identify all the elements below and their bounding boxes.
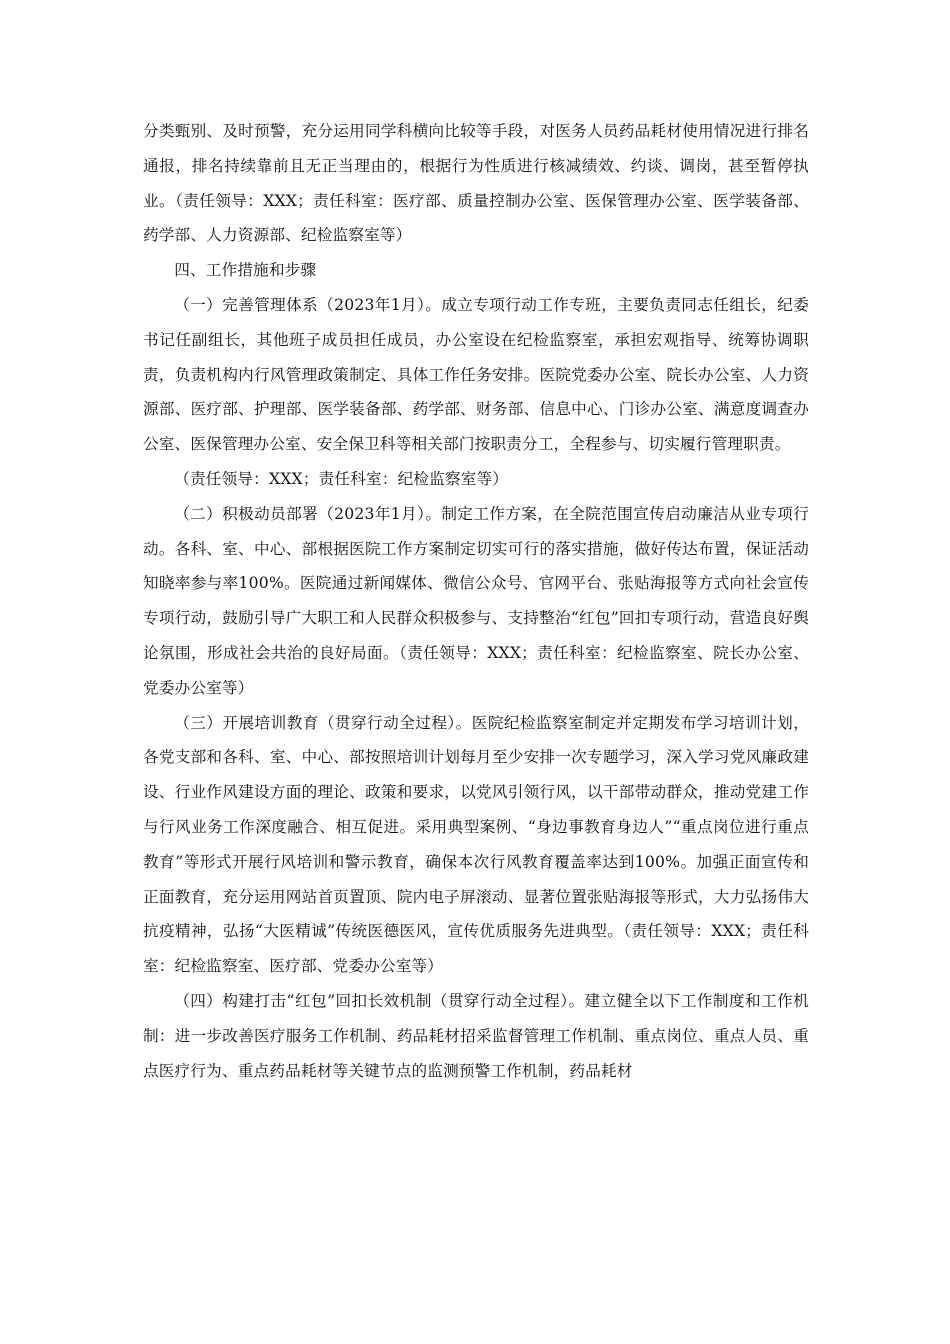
paragraph-3: （二）积极动员部署（2023年1月）。制定工作方案，在全院范围宣传启动廉洁从业专项行动。各科、室、中心、部根据医院工作方案制定切实可行的落实措施，做好传达布置，保证活动知晓率参与率100%。医院通过新闻媒体、微信公众号、官网平台、张贴海报等方式向社会宣传专项行动，鼓励引导广大职工和人民群众积极参与、支持整治“红包”回扣专项行动，营造良好舆论氛围，形成社会共治的良好局面。（责任领导：XXX；责任科室：纪检监察室、院长办公室、党委办公室等） [143,504,809,697]
section-heading-4: 四、工作措施和步骤 [174,261,317,280]
paragraph-5: （四）构建打击“红包”回扣长效机制（贯穿行动全过程）。建立健全以下工作制度和工作机制：进一步改善医疗服务工作机制、药品耗材招采监督管理工作机制、重点岗位、重点人员、重点医疗行为、重点药品耗材等关键节点的监测预警工作机制，药品耗材 [143,991,809,1080]
paragraph-1: （一）完善管理体系（2023年1月）。成立专项行动工作专班，主要负责同志任组长，纪委书记任副组长，其他班子成员担任成员，办公室设在纪检监察室，承担宏观指导、统筹协调职责，负责机构内行风管理政策制定、具体工作任务安排。医院党委办公室、院长办公室、人力资源部、医疗部、护理部、医学装备部、药学部、财务部、信息中心、门诊办公室、满意度调查办公室、医保管理办公室、安全保卫科等相关部门按职责分工，全程参与、切实履行管理职责。 [143,295,809,454]
document-page [143,114,809,1088]
paragraph-4: （三）开展培训教育（贯穿行动全过程）。医院纪检监察室制定并定期发布学习培训计划，各党支部和各科、室、中心、部按照培训计划每月至少安排一次专题学习，深入学习党风廉政建设、行业作风建设方面的理论、政策和要求，以党风引领行风，以干部带动群众，推动党建工作与行风业务工作深度融合、相互促进。采用典型案例、“身边事教育身边人”“重点岗位进行重点教育”等形式开展行风培训和警示教育，确保本次行风教育覆盖率达到100%。加强正面宣传和正面教育，充分运用网站首页置顶、院内电子屏滚动、显著位置张贴海报等形式，大力弘扬伟大抗疫精神，弘扬“大医精诚”传统医德医风，宣传优质服务先进典型。（责任领导：XXX；责任科室：纪检监察室、医疗部、党委办公室等） [143,713,809,976]
paragraph-0: 分类甄别、及时预警，充分运用同学科横向比较等手段，对医务人员药品耗材使用情况进行排名通报，排名持续靠前且无正当理由的，根据行为性质进行核减绩效、约谈、调岗，甚至暂停执业。（责任领导：XXX；责任科室：医疗部、质量控制办公室、医保管理办公室、医学装备部、药学部、人力资源部、纪检监察室等） [143,122,809,245]
paragraph-2: （责任领导：XXX；责任科室：纪检监察室等） [174,469,509,488]
